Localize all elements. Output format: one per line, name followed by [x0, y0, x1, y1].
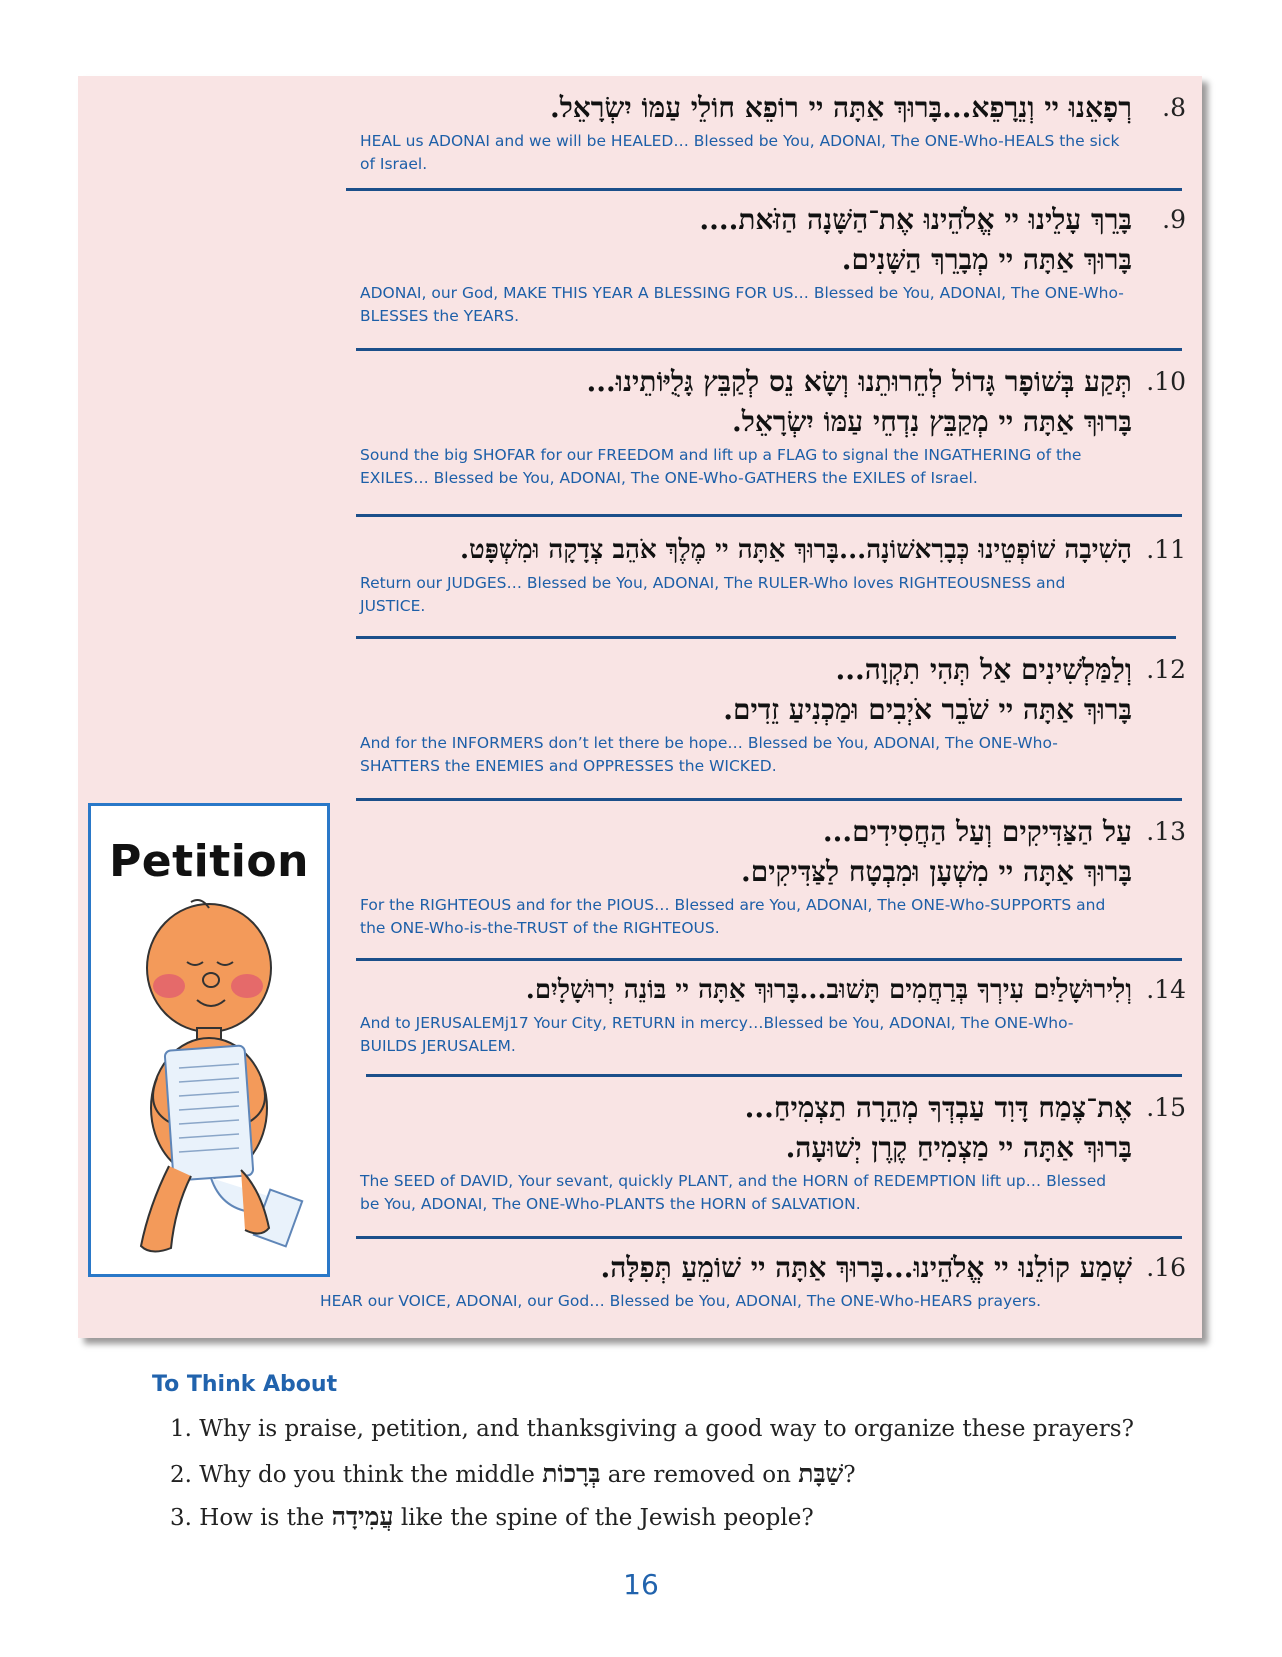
petition-title: Petition — [109, 836, 309, 887]
hebrew-word-shabbat: שַׁבָּת — [798, 1459, 844, 1488]
english-translation: For the RIGHTEOUS and for the PIOUS… Blessed are You, ADONAI, The ONE-Who-SUPPORTS and the ONE-Who-is-the-TRUST of the RIGHTEOUS. — [360, 896, 1106, 937]
english-translation: HEAR our VOICE, ADONAI, our God… Blessed be You, ADONAI, The ONE-Who-HEARS prayers. — [320, 1292, 1042, 1310]
question-2 — [170, 1459, 856, 1489]
entry-number: .16 — [1146, 1253, 1186, 1282]
hebrew-line: בָּרוּךְ אַתָּה יי מִשְׁעָן וּמִבְטָח לַצַּדִּיקִים. — [740, 855, 1132, 888]
blessing-entry-10 — [360, 362, 1186, 490]
entry-number: .15 — [1146, 1093, 1186, 1122]
hebrew-word-amidah: עֲמִידָה — [331, 1502, 394, 1531]
blessing-entry-14 — [360, 970, 1186, 1058]
hebrew-line: אֶת־צֶמַח דָּוִד עַבְדְּךָ מְהֵרָה תַצְמִיחַ... — [744, 1091, 1132, 1124]
entry-number: .12 — [1146, 655, 1186, 684]
hebrew-line: בָּרֵךְ עָלֵינוּ יי אֱלֹהֵינוּ אֶת־הַשָּׁנָה הַזֹּאת.... — [699, 203, 1132, 236]
entry-divider — [356, 636, 1176, 639]
question-3 — [170, 1502, 814, 1532]
entry-divider — [356, 798, 1182, 801]
hebrew-line: עַל הַצַּדִּיקִים וְעַל הַחֲסִידִים... — [822, 815, 1132, 848]
blessing-entry-11 — [360, 530, 1186, 618]
entry-divider — [366, 1074, 1182, 1077]
hebrew-line: בָּרוּךְ אַתָּה יי מְבָרֵךְ הַשָּׁנִים. — [841, 243, 1132, 276]
english-translation: Sound the big SHOFAR for our FREEDOM and lift up a FLAG to signal the INGATHERING of the EXILES… Blessed be You, ADONAI, The ONE-Who-GATHERS the EXILES of Israel. — [360, 446, 1082, 487]
english-translation: And to JERUSALEMj17 Your City, RETURN in mercy…Blessed be You, ADONAI, The ONE-Who-BUILDS JERUSALEM. — [360, 1014, 1074, 1055]
hebrew-line: הָשִׁיבָה שׁוֹפְטֵינוּ כְּבָרִאשׁוֹנָה...בָּרוּךְ אַתָּה יי מֶלֶךְ אֹהֵב צְדָקָה וּמִשְׁפָּט. — [459, 535, 1132, 565]
question-text: 3. How is the — [170, 1505, 332, 1531]
blessing-entry-9 — [360, 200, 1186, 328]
blessing-entry-12 — [360, 650, 1186, 778]
hebrew-line: וְלַמַּלְשִׁינִים אַל תְּהִי תִקְוָה... — [835, 653, 1132, 686]
blessing-entry-15 — [360, 1088, 1186, 1216]
entry-number: .10 — [1146, 367, 1186, 396]
hebrew-line: וְלִירוּשָׁלַיִם עִירְךָ בְּרַחֲמִים תָּשׁוּב...בָּרוּךְ אַתָּה יי בּוֹנֵה יְרוּשָׁלָיִם. — [525, 975, 1132, 1005]
page-number: 16 — [623, 1568, 659, 1601]
question-text: ? — [843, 1462, 856, 1488]
hebrew-line: בָּרוּךְ אַתָּה יי מְקַבֵּץ נִדְחֵי עַמּוֹ יִשְׂרָאֵל. — [732, 405, 1132, 438]
question-text: like the spine of the Jewish people? — [393, 1505, 814, 1531]
english-translation: The SEED of DAVID, Your sevant, quickly PLANT, and the HORN of REDEMPTION lift up… Blessed be You, ADONAI, The ONE-Who-PLANTS the HORN of SALVATION. — [360, 1172, 1107, 1213]
petition-sidebar — [88, 803, 330, 1277]
hebrew-line: תְּקַע בְּשׁוֹפָר גָּדוֹל לְחֵרוּתֵנוּ וְשָׂא נֵס לְקַבֵּץ גָּלֻיּוֹתֵינוּ... — [586, 365, 1132, 398]
entry-divider — [356, 958, 1182, 961]
child-holding-scroll-illustration — [91, 898, 327, 1268]
entry-divider — [356, 348, 1182, 351]
hebrew-line: שְׁמַע קוֹלֵנוּ יי אֱלֹהֵינוּ...בָּרוּךְ אַתָּה יי שׁוֹמֵעַ תְּפִלָּה. — [600, 1251, 1132, 1284]
entry-number: .14 — [1146, 975, 1186, 1004]
english-translation: ADONAI, our God, MAKE THIS YEAR A BLESSING FOR US… Blessed be You, ADONAI, The ONE-Who-BLESSES the YEARS. — [360, 284, 1124, 325]
english-translation: And for the INFORMERS don’t let there be hope… Blessed be You, ADONAI, The ONE-Who-SHATTERS the ENEMIES and OPPRESSES the WICKED. — [360, 734, 1058, 775]
question-text: are removed on — [600, 1462, 799, 1488]
entry-number: .8 — [1162, 93, 1186, 122]
blessing-entry-8 — [360, 88, 1186, 176]
english-translation: HEAL us ADONAI and we will be HEALED… Blessed be You, ADONAI, The ONE-Who-HEALS the sick of Israel. — [360, 132, 1120, 173]
blessing-entry-16 — [320, 1248, 1186, 1313]
hebrew-line: בָּרוּךְ אַתָּה יי מַצְמִיחַ קֶרֶן יְשׁוּעָה. — [785, 1131, 1132, 1164]
question-1: 1. Why is praise, petition, and thanksgiving a good way to organize these prayers? — [170, 1416, 1134, 1442]
entry-number: .11 — [1146, 535, 1186, 564]
english-translation: Return our JUDGES… Blessed be You, ADONAI, The RULER-Who loves RIGHTEOUSNESS and JUSTICE. — [360, 574, 1066, 615]
entry-number: .9 — [1162, 205, 1186, 234]
entry-divider — [346, 188, 1182, 191]
hebrew-line: רְפָאֵנוּ יי וְנֵרָפֵא...בָּרוּךְ אַתָּה יי רוֹפֵא חוֹלֵי עַמּוֹ יִשְׂרָאֵל. — [549, 91, 1132, 124]
entry-divider — [356, 1236, 1182, 1239]
entry-divider — [356, 514, 1182, 517]
entry-number: .13 — [1146, 817, 1186, 846]
question-text: 2. Why do you think the middle — [170, 1462, 543, 1488]
blessing-entry-13 — [360, 812, 1186, 940]
think-about-heading: To Think About — [152, 1372, 338, 1397]
hebrew-word-brachot: בְּרָכוֹת — [542, 1459, 601, 1488]
hebrew-line: בָּרוּךְ אַתָּה יי שֹׁבֵר אֹיְבִים וּמַכְנִיעַ זֵדִים. — [723, 693, 1132, 726]
